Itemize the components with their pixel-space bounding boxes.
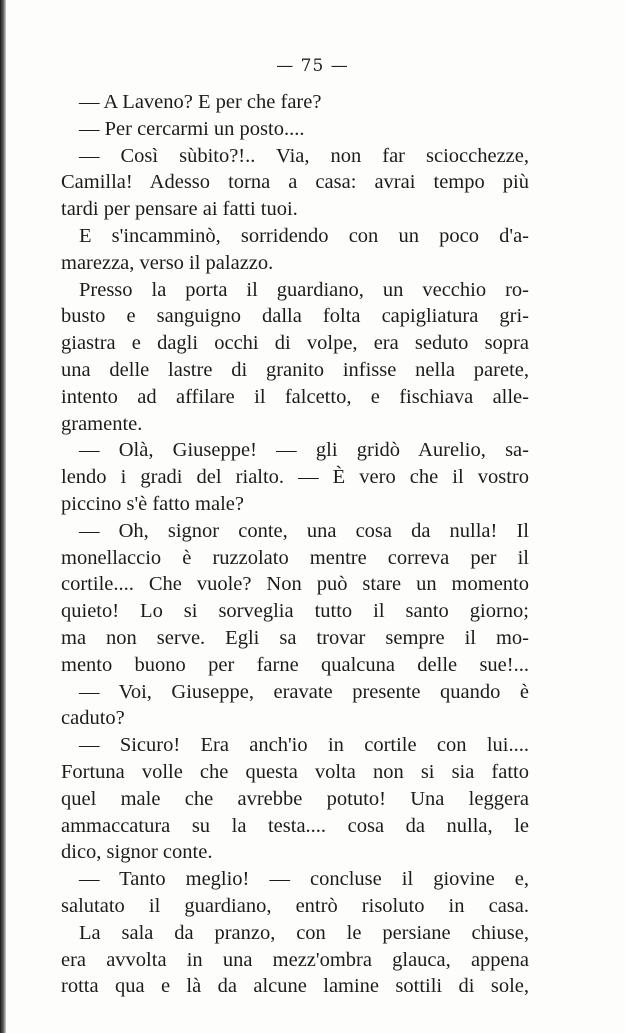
text-line: mento buono per farne qualcuna delle sue!...: [61, 653, 529, 676]
text-line: caduto?: [61, 707, 125, 730]
text-line: Camilla! Adesso torna a casa: avrai tempo più: [61, 171, 529, 194]
page-spine-shadow: [0, 0, 6, 1033]
text-line: E s'incamminò, sorridendo con un poco d'a-: [79, 224, 529, 247]
text-line: dico, signor conte.: [61, 841, 213, 864]
page-number: — 75 —: [276, 56, 349, 76]
text-line: — Oh, signor conte, una cosa da nulla! Il: [79, 519, 529, 542]
text-line: Fortuna volle che questa volta non si sia fatto: [61, 760, 529, 783]
text-line: La sala da pranzo, con le persiane chiuse,: [79, 921, 529, 944]
text-line: cortile.... Che vuole? Non può stare un momento: [61, 573, 529, 596]
body-text: [61, 89, 529, 1000]
text-line: Presso la porta il guardiano, un vecchio ro-: [79, 278, 529, 301]
text-line: — Per cercarmi un posto....: [79, 117, 305, 140]
text-line: quieto! Lo si sorveglia tutto il santo giorno;: [61, 600, 529, 623]
text-line: marezza, verso il palazzo.: [61, 251, 274, 274]
text-line: una delle lastre di granito infisse nella parete,: [61, 358, 529, 381]
text-line: — Sicuro! Era anch'io in cortile con lui....: [79, 734, 529, 757]
text-line: giastra e dagli occhi di volpe, era seduto sopra: [61, 332, 529, 355]
text-line: era avvolta in una mezz'ombra glauca, appena: [61, 948, 529, 971]
text-line: — Olà, Giuseppe! — gli gridò Aurelio, sa-: [79, 439, 529, 462]
text-line: tardi per pensare ai fatti tuoi.: [61, 198, 298, 221]
text-line: ma non serve. Egli sa trovar sempre il mo-: [61, 626, 529, 649]
text-line: — Così sùbito?!.. Via, non far sciocchezze,: [79, 144, 529, 167]
text-line: gramente.: [61, 412, 143, 435]
text-line: — A Laveno? E per che fare?: [79, 91, 322, 113]
text-line: salutato il guardiano, entrò risoluto in casa.: [61, 894, 529, 917]
text-line: — Voi, Giuseppe, eravate presente quando è: [79, 680, 529, 703]
text-line: piccino s'è fatto male?: [61, 492, 244, 515]
text-line: busto e sanguigno dalla folta capigliatura gri-: [61, 305, 529, 328]
text-line: lendo i gradi del rialto. — È vero che il vostro: [61, 466, 529, 489]
text-line: monellaccio è ruzzolato mentre correva per il: [61, 546, 529, 569]
text-line: quel male che avrebbe potuto! Una leggera: [61, 787, 529, 810]
text-line: intento ad affilare il falcetto, e fischiava alle-: [61, 385, 529, 408]
text-line: — Tanto meglio! — concluse il giovine e,: [79, 868, 529, 891]
text-line: rotta qua e là da alcune lamine sottili di sole,: [61, 975, 529, 998]
text-line: ammaccatura su la testa.... cosa da nulla, le: [61, 814, 529, 837]
